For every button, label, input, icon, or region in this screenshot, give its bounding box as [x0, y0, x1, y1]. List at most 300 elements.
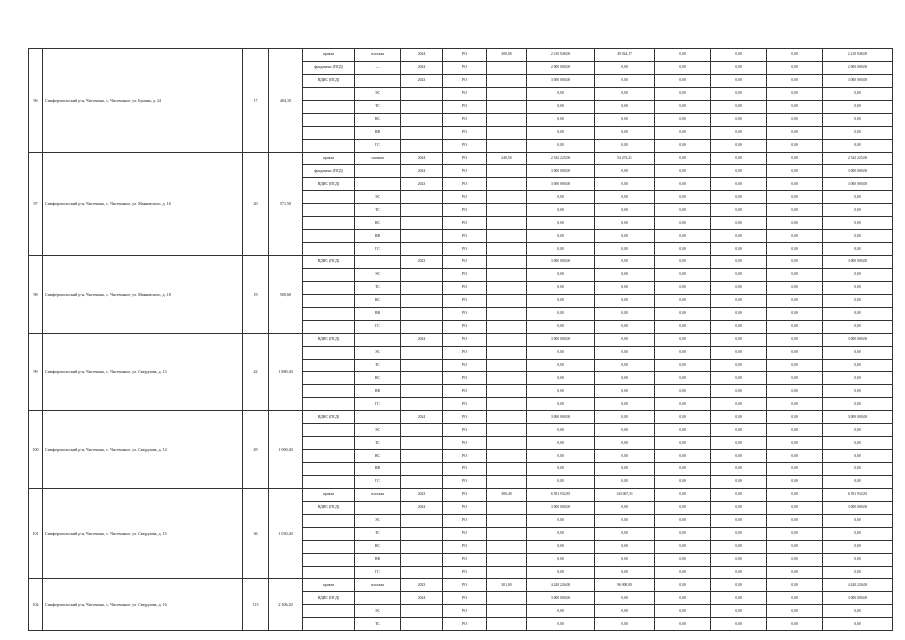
local-funds-cell: 0,00: [767, 152, 823, 165]
regional-funds-cell: 0,00: [711, 553, 767, 566]
federal-funds-cell: 0,00: [655, 424, 711, 437]
apartments-count-cell: 17: [243, 49, 269, 153]
material-cell: ЭС: [355, 605, 401, 618]
work-type-cell: кровля: [303, 49, 355, 62]
regional-funds-cell: 0,00: [711, 178, 767, 191]
cost-per-unit-cell: 0,00: [595, 592, 655, 605]
year-cell: [401, 450, 443, 463]
regional-funds-cell: 0,00: [711, 385, 767, 398]
owner-funds-cell: 0,00: [823, 243, 893, 256]
unit-cell: РО: [443, 605, 487, 618]
apartments-count-cell: 42: [243, 333, 269, 411]
work-type-cell: кровля: [303, 579, 355, 592]
year-cell: [401, 566, 443, 579]
material-cell: [355, 411, 401, 424]
unit-cell: РО: [443, 579, 487, 592]
work-type-cell: [303, 605, 355, 618]
work-type-cell: ВДИС (ПСД): [303, 256, 355, 269]
total-cost-cell: 3 000 000,00: [527, 256, 595, 269]
year-cell: [401, 307, 443, 320]
work-type-cell: [303, 100, 355, 113]
owner-funds-cell: 0,00: [823, 398, 893, 411]
year-cell: [401, 294, 443, 307]
area-cell: 1 030,40: [269, 488, 303, 579]
year-cell: 2023: [401, 488, 443, 501]
work-type-cell: ВДИС (ПСД): [303, 74, 355, 87]
total-cost-cell: 0,00: [527, 618, 595, 631]
local-funds-cell: 0,00: [767, 605, 823, 618]
federal-funds-cell: 0,00: [655, 256, 711, 269]
total-cost-cell: 0,00: [527, 87, 595, 100]
quantity-cell: [487, 475, 527, 488]
local-funds-cell: 0,00: [767, 243, 823, 256]
owner-funds-cell: 3 000 000,00: [823, 74, 893, 87]
material-cell: ТС: [355, 100, 401, 113]
local-funds-cell: 0,00: [767, 307, 823, 320]
owner-funds-cell: 0,00: [823, 605, 893, 618]
quantity-cell: [487, 463, 527, 476]
federal-funds-cell: 0,00: [655, 385, 711, 398]
federal-funds-cell: 0,00: [655, 579, 711, 592]
area-cell: 404,10: [269, 49, 303, 153]
row-number-cell: 96: [29, 49, 43, 153]
federal-funds-cell: 0,00: [655, 488, 711, 501]
work-type-cell: [303, 320, 355, 333]
total-cost-cell: 2 000 000,00: [527, 61, 595, 74]
quantity-cell: [487, 540, 527, 553]
address-cell: Симферопольский р-н, Чистенько, с. Чистенькое, ул. Бунина, д. 24: [43, 49, 243, 153]
regional-funds-cell: 0,00: [711, 605, 767, 618]
local-funds-cell: 0,00: [767, 139, 823, 152]
year-cell: [401, 618, 443, 631]
area-cell: 500,60: [269, 256, 303, 334]
work-type-cell: [303, 281, 355, 294]
work-type-cell: ВДИС (ПСД): [303, 411, 355, 424]
local-funds-cell: 0,00: [767, 113, 823, 126]
year-cell: [401, 113, 443, 126]
address-cell: Симферопольский р-н, Чистенько, с. Чистенькое, ул. Маяковского, д. 18: [43, 256, 243, 334]
local-funds-cell: 0,00: [767, 618, 823, 631]
total-cost-cell: 3 000 000,00: [527, 178, 595, 191]
work-type-cell: [303, 294, 355, 307]
work-type-cell: [303, 618, 355, 631]
unit-cell: РО: [443, 527, 487, 540]
federal-funds-cell: 0,00: [655, 320, 711, 333]
unit-cell: РО: [443, 553, 487, 566]
total-cost-cell: 0,00: [527, 514, 595, 527]
federal-funds-cell: 0,00: [655, 359, 711, 372]
quantity-cell: [487, 100, 527, 113]
material-cell: ТС: [355, 281, 401, 294]
work-type-cell: кровля: [303, 488, 355, 501]
table-row: [29, 488, 893, 501]
owner-funds-cell: 3 000 000,00: [823, 411, 893, 424]
year-cell: [401, 281, 443, 294]
unit-cell: РО: [443, 463, 487, 476]
local-funds-cell: 0,00: [767, 566, 823, 579]
unit-cell: РО: [443, 230, 487, 243]
cost-per-unit-cell: 0,00: [595, 87, 655, 100]
regional-funds-cell: 0,00: [711, 437, 767, 450]
federal-funds-cell: 0,00: [655, 126, 711, 139]
material-cell: [355, 178, 401, 191]
quantity-cell: [487, 398, 527, 411]
owner-funds-cell: 0,00: [823, 204, 893, 217]
regional-funds-cell: 0,00: [711, 398, 767, 411]
material-cell: ЭС: [355, 424, 401, 437]
cost-per-unit-cell: 54 474,21: [595, 152, 655, 165]
cost-per-unit-cell: 0,00: [595, 307, 655, 320]
quantity-cell: 301,00: [487, 579, 527, 592]
year-cell: [401, 346, 443, 359]
local-funds-cell: 0,00: [767, 333, 823, 346]
cost-per-unit-cell: 0,00: [595, 165, 655, 178]
local-funds-cell: 0,00: [767, 411, 823, 424]
federal-funds-cell: 0,00: [655, 346, 711, 359]
local-funds-cell: 0,00: [767, 501, 823, 514]
local-funds-cell: 0,00: [767, 100, 823, 113]
material-cell: ГС: [355, 243, 401, 256]
quantity-cell: [487, 424, 527, 437]
cost-per-unit-cell: 0,00: [595, 605, 655, 618]
local-funds-cell: 0,00: [767, 87, 823, 100]
owner-funds-cell: 0,00: [823, 320, 893, 333]
material-cell: ЭС: [355, 191, 401, 204]
quantity-cell: [487, 359, 527, 372]
address-cell: Симферопольский р-н, Чистенько, с. Чистенькое, ул. Свердлова, д. 15: [43, 488, 243, 579]
unit-cell: РО: [443, 359, 487, 372]
owner-funds-cell: 3 000 000,00: [823, 333, 893, 346]
cost-per-unit-cell: 0,00: [595, 320, 655, 333]
regional-funds-cell: 0,00: [711, 527, 767, 540]
federal-funds-cell: 0,00: [655, 592, 711, 605]
year-cell: [401, 475, 443, 488]
year-cell: [401, 217, 443, 230]
local-funds-cell: 0,00: [767, 424, 823, 437]
quantity-cell: [487, 139, 527, 152]
unit-cell: РО: [443, 61, 487, 74]
area-cell: 2 306,20: [269, 579, 303, 631]
total-cost-cell: 0,00: [527, 527, 595, 540]
local-funds-cell: 0,00: [767, 49, 823, 62]
quantity-cell: [487, 501, 527, 514]
owner-funds-cell: 0,00: [823, 281, 893, 294]
year-cell: 2023: [401, 178, 443, 191]
year-cell: [401, 385, 443, 398]
regional-funds-cell: 0,00: [711, 488, 767, 501]
federal-funds-cell: 0,00: [655, 61, 711, 74]
federal-funds-cell: 0,00: [655, 475, 711, 488]
material-cell: плоская: [355, 488, 401, 501]
quantity-cell: [487, 372, 527, 385]
work-type-cell: [303, 398, 355, 411]
total-cost-cell: 0,00: [527, 372, 595, 385]
work-type-cell: [303, 437, 355, 450]
work-type-cell: [303, 527, 355, 540]
year-cell: [401, 191, 443, 204]
local-funds-cell: 0,00: [767, 553, 823, 566]
unit-cell: РО: [443, 618, 487, 631]
total-cost-cell: 0,00: [527, 385, 595, 398]
federal-funds-cell: 0,00: [655, 139, 711, 152]
unit-cell: РО: [443, 411, 487, 424]
federal-funds-cell: 0,00: [655, 281, 711, 294]
cost-per-unit-cell: 0,00: [595, 372, 655, 385]
regional-funds-cell: 0,00: [711, 126, 767, 139]
work-type-cell: [303, 450, 355, 463]
regional-funds-cell: 0,00: [711, 618, 767, 631]
year-cell: [401, 527, 443, 540]
owner-funds-cell: 2 542 225,06: [823, 152, 893, 165]
year-cell: 2023: [401, 579, 443, 592]
material-cell: ТС: [355, 527, 401, 540]
regional-funds-cell: 0,00: [711, 450, 767, 463]
federal-funds-cell: 0,00: [655, 463, 711, 476]
work-type-cell: [303, 424, 355, 437]
federal-funds-cell: 0,00: [655, 113, 711, 126]
cost-per-unit-cell: 0,00: [595, 501, 655, 514]
local-funds-cell: 0,00: [767, 281, 823, 294]
material-cell: ВВ: [355, 126, 401, 139]
row-number-cell: 102: [29, 579, 43, 631]
total-cost-cell: 0,00: [527, 553, 595, 566]
total-cost-cell: 0,00: [527, 540, 595, 553]
quantity-cell: [487, 527, 527, 540]
address-cell: Симферопольский р-н, Чистенько, с. Чистенькое, ул. Свердлова, д. 16: [43, 579, 243, 631]
total-cost-cell: 0,00: [527, 139, 595, 152]
quantity-cell: 240,50: [487, 152, 527, 165]
federal-funds-cell: 0,00: [655, 191, 711, 204]
quantity-cell: [487, 126, 527, 139]
material-cell: ТС: [355, 359, 401, 372]
total-cost-cell: 0,00: [527, 294, 595, 307]
unit-cell: РО: [443, 178, 487, 191]
cost-per-unit-cell: 0,00: [595, 463, 655, 476]
cost-per-unit-cell: 0,00: [595, 514, 655, 527]
regional-funds-cell: 0,00: [711, 463, 767, 476]
row-number-cell: 97: [29, 152, 43, 256]
regional-funds-cell: 0,00: [711, 411, 767, 424]
quantity-cell: 380,40: [487, 488, 527, 501]
year-cell: 2024: [401, 501, 443, 514]
total-cost-cell: 0,00: [527, 398, 595, 411]
unit-cell: РО: [443, 424, 487, 437]
work-type-cell: [303, 359, 355, 372]
federal-funds-cell: 0,00: [655, 618, 711, 631]
unit-cell: РО: [443, 191, 487, 204]
regional-funds-cell: 0,00: [711, 359, 767, 372]
total-cost-cell: 0,00: [527, 605, 595, 618]
local-funds-cell: 0,00: [767, 294, 823, 307]
address-cell: Симферопольский р-н, Чистенько, с. Чистенькое, ул. Маяковского, д. 16: [43, 152, 243, 256]
total-cost-cell: 0,00: [527, 320, 595, 333]
quantity-cell: [487, 605, 527, 618]
material-cell: ВС: [355, 113, 401, 126]
work-type-cell: [303, 346, 355, 359]
federal-funds-cell: 0,00: [655, 450, 711, 463]
cost-per-unit-cell: 0,00: [595, 230, 655, 243]
material-cell: [355, 501, 401, 514]
unit-cell: РО: [443, 268, 487, 281]
owner-funds-cell: 0,00: [823, 87, 893, 100]
unit-cell: РО: [443, 139, 487, 152]
total-cost-cell: 3 000 000,00: [527, 501, 595, 514]
unit-cell: РО: [443, 346, 487, 359]
year-cell: 2024: [401, 592, 443, 605]
unit-cell: РО: [443, 243, 487, 256]
local-funds-cell: 0,00: [767, 268, 823, 281]
regional-funds-cell: 0,00: [711, 294, 767, 307]
work-type-cell: [303, 113, 355, 126]
total-cost-cell: 0,00: [527, 191, 595, 204]
quantity-cell: [487, 113, 527, 126]
local-funds-cell: 0,00: [767, 450, 823, 463]
material-cell: ЭС: [355, 346, 401, 359]
cost-per-unit-cell: 0,00: [595, 243, 655, 256]
year-cell: [401, 437, 443, 450]
regional-funds-cell: 0,00: [711, 139, 767, 152]
cost-per-unit-cell: 0,00: [595, 398, 655, 411]
total-cost-cell: 0,00: [527, 307, 595, 320]
work-type-cell: [303, 475, 355, 488]
owner-funds-cell: 0,00: [823, 450, 893, 463]
year-cell: 2024: [401, 49, 443, 62]
year-cell: 2024: [401, 411, 443, 424]
local-funds-cell: 0,00: [767, 191, 823, 204]
federal-funds-cell: 0,00: [655, 411, 711, 424]
total-cost-cell: 0,00: [527, 475, 595, 488]
regional-funds-cell: 0,00: [711, 579, 767, 592]
regional-funds-cell: 0,00: [711, 281, 767, 294]
total-cost-cell: 0,00: [527, 281, 595, 294]
cost-per-unit-cell: 0,00: [595, 204, 655, 217]
quantity-cell: [487, 217, 527, 230]
quantity-cell: [487, 165, 527, 178]
area-cell: 1 069,40: [269, 411, 303, 489]
local-funds-cell: 0,00: [767, 579, 823, 592]
table-row: [29, 49, 893, 62]
local-funds-cell: 0,00: [767, 256, 823, 269]
unit-cell: РО: [443, 333, 487, 346]
cost-per-unit-cell: 0,00: [595, 74, 655, 87]
unit-cell: РО: [443, 307, 487, 320]
local-funds-cell: 0,00: [767, 527, 823, 540]
unit-cell: РО: [443, 320, 487, 333]
work-type-cell: кровля: [303, 152, 355, 165]
material-cell: ГС: [355, 139, 401, 152]
unit-cell: РО: [443, 488, 487, 501]
unit-cell: РО: [443, 450, 487, 463]
total-cost-cell: 3 000 000,00: [527, 411, 595, 424]
local-funds-cell: 0,00: [767, 165, 823, 178]
quantity-cell: [487, 256, 527, 269]
total-cost-cell: 6 591 932,85: [527, 488, 595, 501]
material-cell: ВВ: [355, 463, 401, 476]
work-type-cell: [303, 372, 355, 385]
cost-per-unit-cell: 0,00: [595, 527, 655, 540]
regional-funds-cell: 0,00: [711, 204, 767, 217]
quantity-cell: [487, 87, 527, 100]
owner-funds-cell: 0,00: [823, 540, 893, 553]
owner-funds-cell: 0,00: [823, 217, 893, 230]
unit-cell: РО: [443, 398, 487, 411]
cost-per-unit-cell: 0,00: [595, 424, 655, 437]
owner-funds-cell: 0,00: [823, 553, 893, 566]
federal-funds-cell: 0,00: [655, 372, 711, 385]
apartments-count-cell: 20: [243, 152, 269, 256]
unit-cell: РО: [443, 165, 487, 178]
work-type-cell: ВДИС (ПСД): [303, 178, 355, 191]
owner-funds-cell: 2 210 948,00: [823, 49, 893, 62]
material-cell: ВС: [355, 217, 401, 230]
federal-funds-cell: 0,00: [655, 217, 711, 230]
federal-funds-cell: 0,00: [655, 178, 711, 191]
unit-cell: РО: [443, 592, 487, 605]
material-cell: плоская: [355, 49, 401, 62]
unit-cell: РО: [443, 501, 487, 514]
total-cost-cell: 3 000 000,00: [527, 165, 595, 178]
owner-funds-cell: 0,00: [823, 126, 893, 139]
year-cell: 2024: [401, 165, 443, 178]
federal-funds-cell: 0,00: [655, 74, 711, 87]
owner-funds-cell: 0,00: [823, 230, 893, 243]
year-cell: [401, 540, 443, 553]
quantity-cell: [487, 566, 527, 579]
unit-cell: РО: [443, 256, 487, 269]
work-type-cell: [303, 126, 355, 139]
cost-per-unit-cell: 0,00: [595, 346, 655, 359]
quantity-cell: [487, 243, 527, 256]
federal-funds-cell: 0,00: [655, 605, 711, 618]
unit-cell: РО: [443, 204, 487, 217]
work-type-cell: [303, 139, 355, 152]
area-cell: 571,50: [269, 152, 303, 256]
year-cell: 2024: [401, 333, 443, 346]
local-funds-cell: 0,00: [767, 592, 823, 605]
unit-cell: РО: [443, 126, 487, 139]
material-cell: —: [355, 61, 401, 74]
total-cost-cell: 0,00: [527, 217, 595, 230]
cost-per-unit-cell: 0,00: [595, 437, 655, 450]
unit-cell: РО: [443, 74, 487, 87]
federal-funds-cell: 0,00: [655, 87, 711, 100]
year-cell: [401, 514, 443, 527]
material-cell: ЭС: [355, 268, 401, 281]
year-cell: [401, 268, 443, 281]
regional-funds-cell: 0,00: [711, 152, 767, 165]
work-type-cell: [303, 385, 355, 398]
federal-funds-cell: 0,00: [655, 501, 711, 514]
cost-per-unit-cell: 0,00: [595, 475, 655, 488]
regional-funds-cell: 0,00: [711, 320, 767, 333]
unit-cell: РО: [443, 294, 487, 307]
year-cell: [401, 320, 443, 333]
regional-funds-cell: 0,00: [711, 74, 767, 87]
apartments-count-cell: 115: [243, 579, 269, 631]
federal-funds-cell: 0,00: [655, 540, 711, 553]
cost-per-unit-cell: 0,00: [595, 281, 655, 294]
quantity-cell: [487, 514, 527, 527]
quantity-cell: 300,00: [487, 49, 527, 62]
material-cell: ГС: [355, 398, 401, 411]
year-cell: 2024: [401, 152, 443, 165]
cost-per-unit-cell: 0,00: [595, 178, 655, 191]
total-cost-cell: 0,00: [527, 566, 595, 579]
quantity-cell: [487, 294, 527, 307]
local-funds-cell: 0,00: [767, 372, 823, 385]
owner-funds-cell: 0,00: [823, 268, 893, 281]
total-cost-cell: 0,00: [527, 126, 595, 139]
